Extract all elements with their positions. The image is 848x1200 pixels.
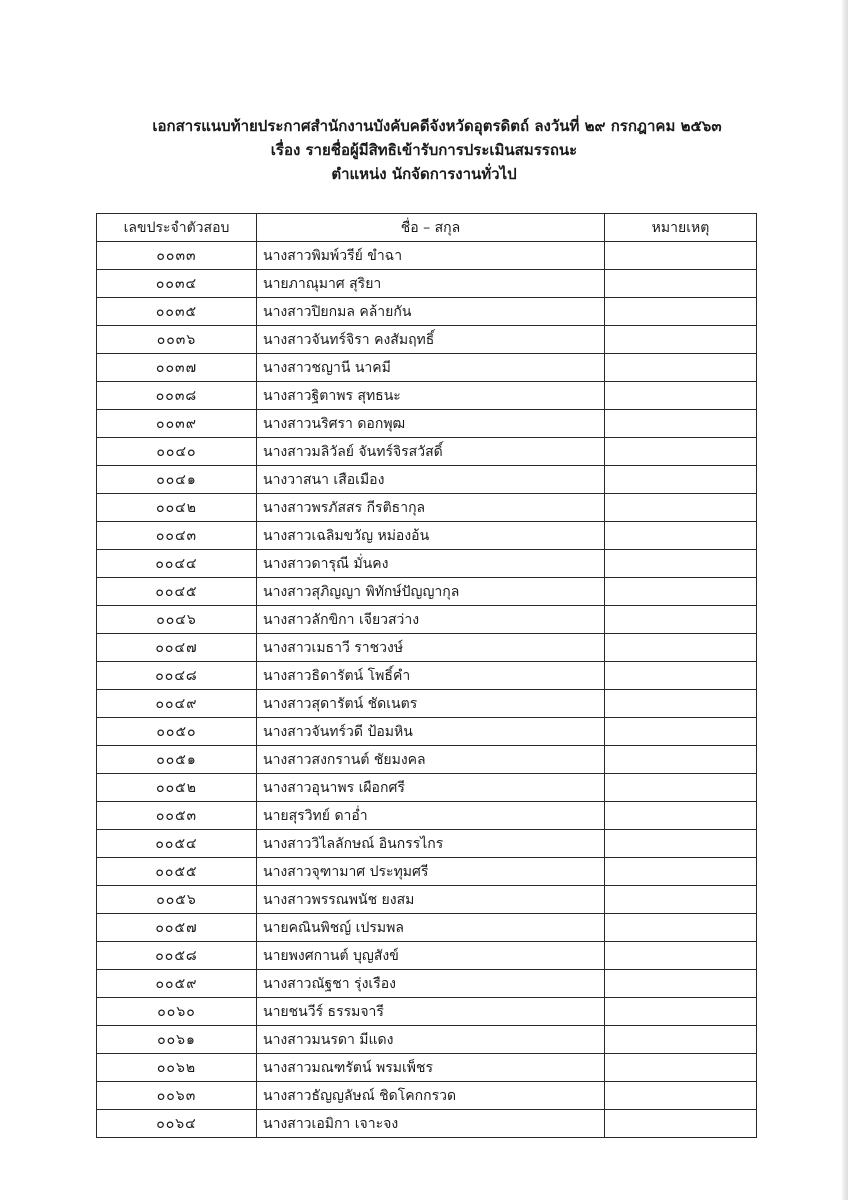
table-row (97, 1110, 757, 1138)
table-row (97, 438, 757, 466)
exam-id-cell: ๐๐๕๗ (97, 914, 257, 942)
table-body (97, 242, 757, 1138)
exam-id-cell: ๐๐๔๖ (97, 606, 257, 634)
table-row (97, 298, 757, 326)
exam-id-cell: ๐๐๖๔ (97, 1110, 257, 1138)
table-row (97, 606, 757, 634)
remarks-cell (605, 550, 757, 578)
remarks-cell (605, 942, 757, 970)
remarks-cell (605, 522, 757, 550)
table-row (97, 998, 757, 1026)
remarks-cell (605, 466, 757, 494)
header-subject-line: เรื่อง รายชื่อผู้มีสิทธิเข้ารับการประเมินสมรรถนะ (270, 141, 578, 159)
table-row (97, 914, 757, 942)
table-row (97, 410, 757, 438)
remarks-cell (605, 578, 757, 606)
exam-id-cell: ๐๐๓๔ (97, 270, 257, 298)
exam-id-cell: ๐๐๔๗ (97, 634, 257, 662)
exam-id-cell: ๐๐๕๕ (97, 858, 257, 886)
remarks-cell (605, 1082, 757, 1110)
remarks-cell (605, 858, 757, 886)
column-header-full-name: ชื่อ – สกุล (257, 214, 605, 242)
remarks-cell (605, 298, 757, 326)
remarks-cell (605, 886, 757, 914)
header-title-line: เอกสารแนบท้ายประกาศสำนักงานบังคับคดีจังหวัดอุตรดิตถ์ ลงวันที่ ๒๙ กรกฎาคม ๒๕๖๓ (152, 117, 722, 135)
full-name-cell: นางสาวสุดารัตน์ ชัดเนตร (257, 690, 605, 718)
document-header (0, 114, 848, 186)
full-name-cell: นายชนวีร์ ธรรมจารี (257, 998, 605, 1026)
exam-id-cell: ๐๐๓๖ (97, 326, 257, 354)
table-row (97, 942, 757, 970)
remarks-cell (605, 970, 757, 998)
table-row (97, 270, 757, 298)
table-row (97, 242, 757, 270)
exam-id-cell: ๐๐๔๐ (97, 438, 257, 466)
remarks-cell (605, 606, 757, 634)
exam-id-cell: ๐๐๕๙ (97, 970, 257, 998)
exam-id-cell: ๐๐๓๕ (97, 298, 257, 326)
full-name-cell: นางสาวดารุณี มั่นคง (257, 550, 605, 578)
remarks-cell (605, 410, 757, 438)
full-name-cell: นางสาวเฉลิมขวัญ หม่องอ้น (257, 522, 605, 550)
table-row (97, 970, 757, 998)
full-name-cell: นางวาสนา เสือเมือง (257, 466, 605, 494)
table-row (97, 466, 757, 494)
remarks-cell (605, 662, 757, 690)
exam-id-cell: ๐๐๓๓ (97, 242, 257, 270)
full-name-cell: นางสาวอุนาพร เผือกศรี (257, 774, 605, 802)
table-row (97, 1026, 757, 1054)
exam-id-cell: ๐๐๕๓ (97, 802, 257, 830)
exam-id-cell: ๐๐๓๘ (97, 382, 257, 410)
remarks-cell (605, 774, 757, 802)
column-header-remarks: หมายเหตุ (605, 214, 757, 242)
table-row (97, 634, 757, 662)
table-row (97, 802, 757, 830)
table-row (97, 690, 757, 718)
table-row (97, 494, 757, 522)
full-name-cell: นางสาวจันทร์จิรา คงสัมฤทธิ์ (257, 326, 605, 354)
exam-id-cell: ๐๐๕๔ (97, 830, 257, 858)
remarks-cell (605, 354, 757, 382)
full-name-cell: นายภาณุมาศ สุริยา (257, 270, 605, 298)
table-row (97, 830, 757, 858)
remarks-cell (605, 690, 757, 718)
full-name-cell: นางสาวธัญญลัษณ์ ชิดโคกกรวด (257, 1082, 605, 1110)
table-row (97, 746, 757, 774)
exam-id-cell: ๐๐๓๙ (97, 410, 257, 438)
remarks-cell (605, 998, 757, 1026)
full-name-cell: นางสาวเอมิกา เจาะจง (257, 1110, 605, 1138)
full-name-cell: นางสาวปิยกมล คล้ายกัน (257, 298, 605, 326)
remarks-cell (605, 718, 757, 746)
exam-id-cell: ๐๐๖๒ (97, 1054, 257, 1082)
exam-id-cell: ๐๐๕๑ (97, 746, 257, 774)
remarks-cell (605, 494, 757, 522)
remarks-cell (605, 634, 757, 662)
full-name-cell: นายสุรวิทย์ ดาอ่ำ (257, 802, 605, 830)
full-name-cell: นางสาวเมธาวี ราชวงษ์ (257, 634, 605, 662)
remarks-cell (605, 382, 757, 410)
exam-id-cell: ๐๐๓๗ (97, 354, 257, 382)
full-name-cell: นางสาวมลิวัลย์ จันทร์จิรสวัสดิ์ (257, 438, 605, 466)
exam-id-cell: ๐๐๔๔ (97, 550, 257, 578)
remarks-cell (605, 438, 757, 466)
table-row (97, 382, 757, 410)
exam-id-cell: ๐๐๔๒ (97, 494, 257, 522)
table-row (97, 354, 757, 382)
remarks-cell (605, 326, 757, 354)
full-name-cell: นางสาวมนรดา มีแดง (257, 1026, 605, 1054)
full-name-cell: นางสาวจุฑามาศ ประทุมศรี (257, 858, 605, 886)
full-name-cell: นางสาวพรภัสสร กีรติธากุล (257, 494, 605, 522)
remarks-cell (605, 802, 757, 830)
table-row (97, 886, 757, 914)
table-header-row (97, 214, 757, 242)
remarks-cell (605, 914, 757, 942)
table-row (97, 858, 757, 886)
full-name-cell: นางสาวณัฐชา รุ่งเรือง (257, 970, 605, 998)
full-name-cell: นางสาวลักขิกา เจียวสว่าง (257, 606, 605, 634)
table-row (97, 774, 757, 802)
full-name-cell: นายคณินพิชญ์ เปรมพล (257, 914, 605, 942)
full-name-cell: นางสาวสงกรานต์ ชัยมงคล (257, 746, 605, 774)
remarks-cell (605, 270, 757, 298)
exam-id-cell: ๐๐๔๑ (97, 466, 257, 494)
exam-id-cell: ๐๐๔๕ (97, 578, 257, 606)
table-row (97, 662, 757, 690)
table-row (97, 1054, 757, 1082)
table-row (97, 522, 757, 550)
table-row (97, 326, 757, 354)
table-row (97, 578, 757, 606)
full-name-cell: นางสาวพิมพ์วรีย์ ขำฉา (257, 242, 605, 270)
full-name-cell: นางสาวชญานี นาคมี (257, 354, 605, 382)
remarks-cell (605, 830, 757, 858)
header-position-line: ตำแหน่ง นักจัดการงานทั่วไป (331, 165, 517, 183)
remarks-cell (605, 746, 757, 774)
table-row (97, 550, 757, 578)
full-name-cell: นางสาวนริศรา ดอกพุฒ (257, 410, 605, 438)
exam-id-cell: ๐๐๔๘ (97, 662, 257, 690)
remarks-cell (605, 1054, 757, 1082)
full-name-cell: นางสาวพรรณพนัช ยงสม (257, 886, 605, 914)
remarks-cell (605, 1026, 757, 1054)
full-name-cell: นายพงศกานต์ บุญสังข์ (257, 942, 605, 970)
exam-id-cell: ๐๐๖๑ (97, 1026, 257, 1054)
column-header-exam-id: เลขประจำตัวสอบ (97, 214, 257, 242)
exam-id-cell: ๐๐๔๓ (97, 522, 257, 550)
full-name-cell: นางสาวมณฑรัตน์ พรมเพ็ชร (257, 1054, 605, 1082)
full-name-cell: นางสาวธิดารัตน์ โพธิ์คำ (257, 662, 605, 690)
exam-id-cell: ๐๐๕๖ (97, 886, 257, 914)
full-name-cell: นางสาววิไลลักษณ์ อินกรรไกร (257, 830, 605, 858)
full-name-cell: นางสาวฐิตาพร สุทธนะ (257, 382, 605, 410)
remarks-cell (605, 242, 757, 270)
candidate-table (96, 213, 757, 1138)
exam-id-cell: ๐๐๔๙ (97, 690, 257, 718)
exam-id-cell: ๐๐๕๐ (97, 718, 257, 746)
exam-id-cell: ๐๐๖๓ (97, 1082, 257, 1110)
exam-id-cell: ๐๐๕๒ (97, 774, 257, 802)
full-name-cell: นางสาวสุภิญญา พิทักษ์ปัญญากุล (257, 578, 605, 606)
table-row (97, 718, 757, 746)
exam-id-cell: ๐๐๕๘ (97, 942, 257, 970)
remarks-cell (605, 1110, 757, 1138)
exam-id-cell: ๐๐๖๐ (97, 998, 257, 1026)
table-row (97, 1082, 757, 1110)
full-name-cell: นางสาวจันทร์วดี ป้อมหิน (257, 718, 605, 746)
